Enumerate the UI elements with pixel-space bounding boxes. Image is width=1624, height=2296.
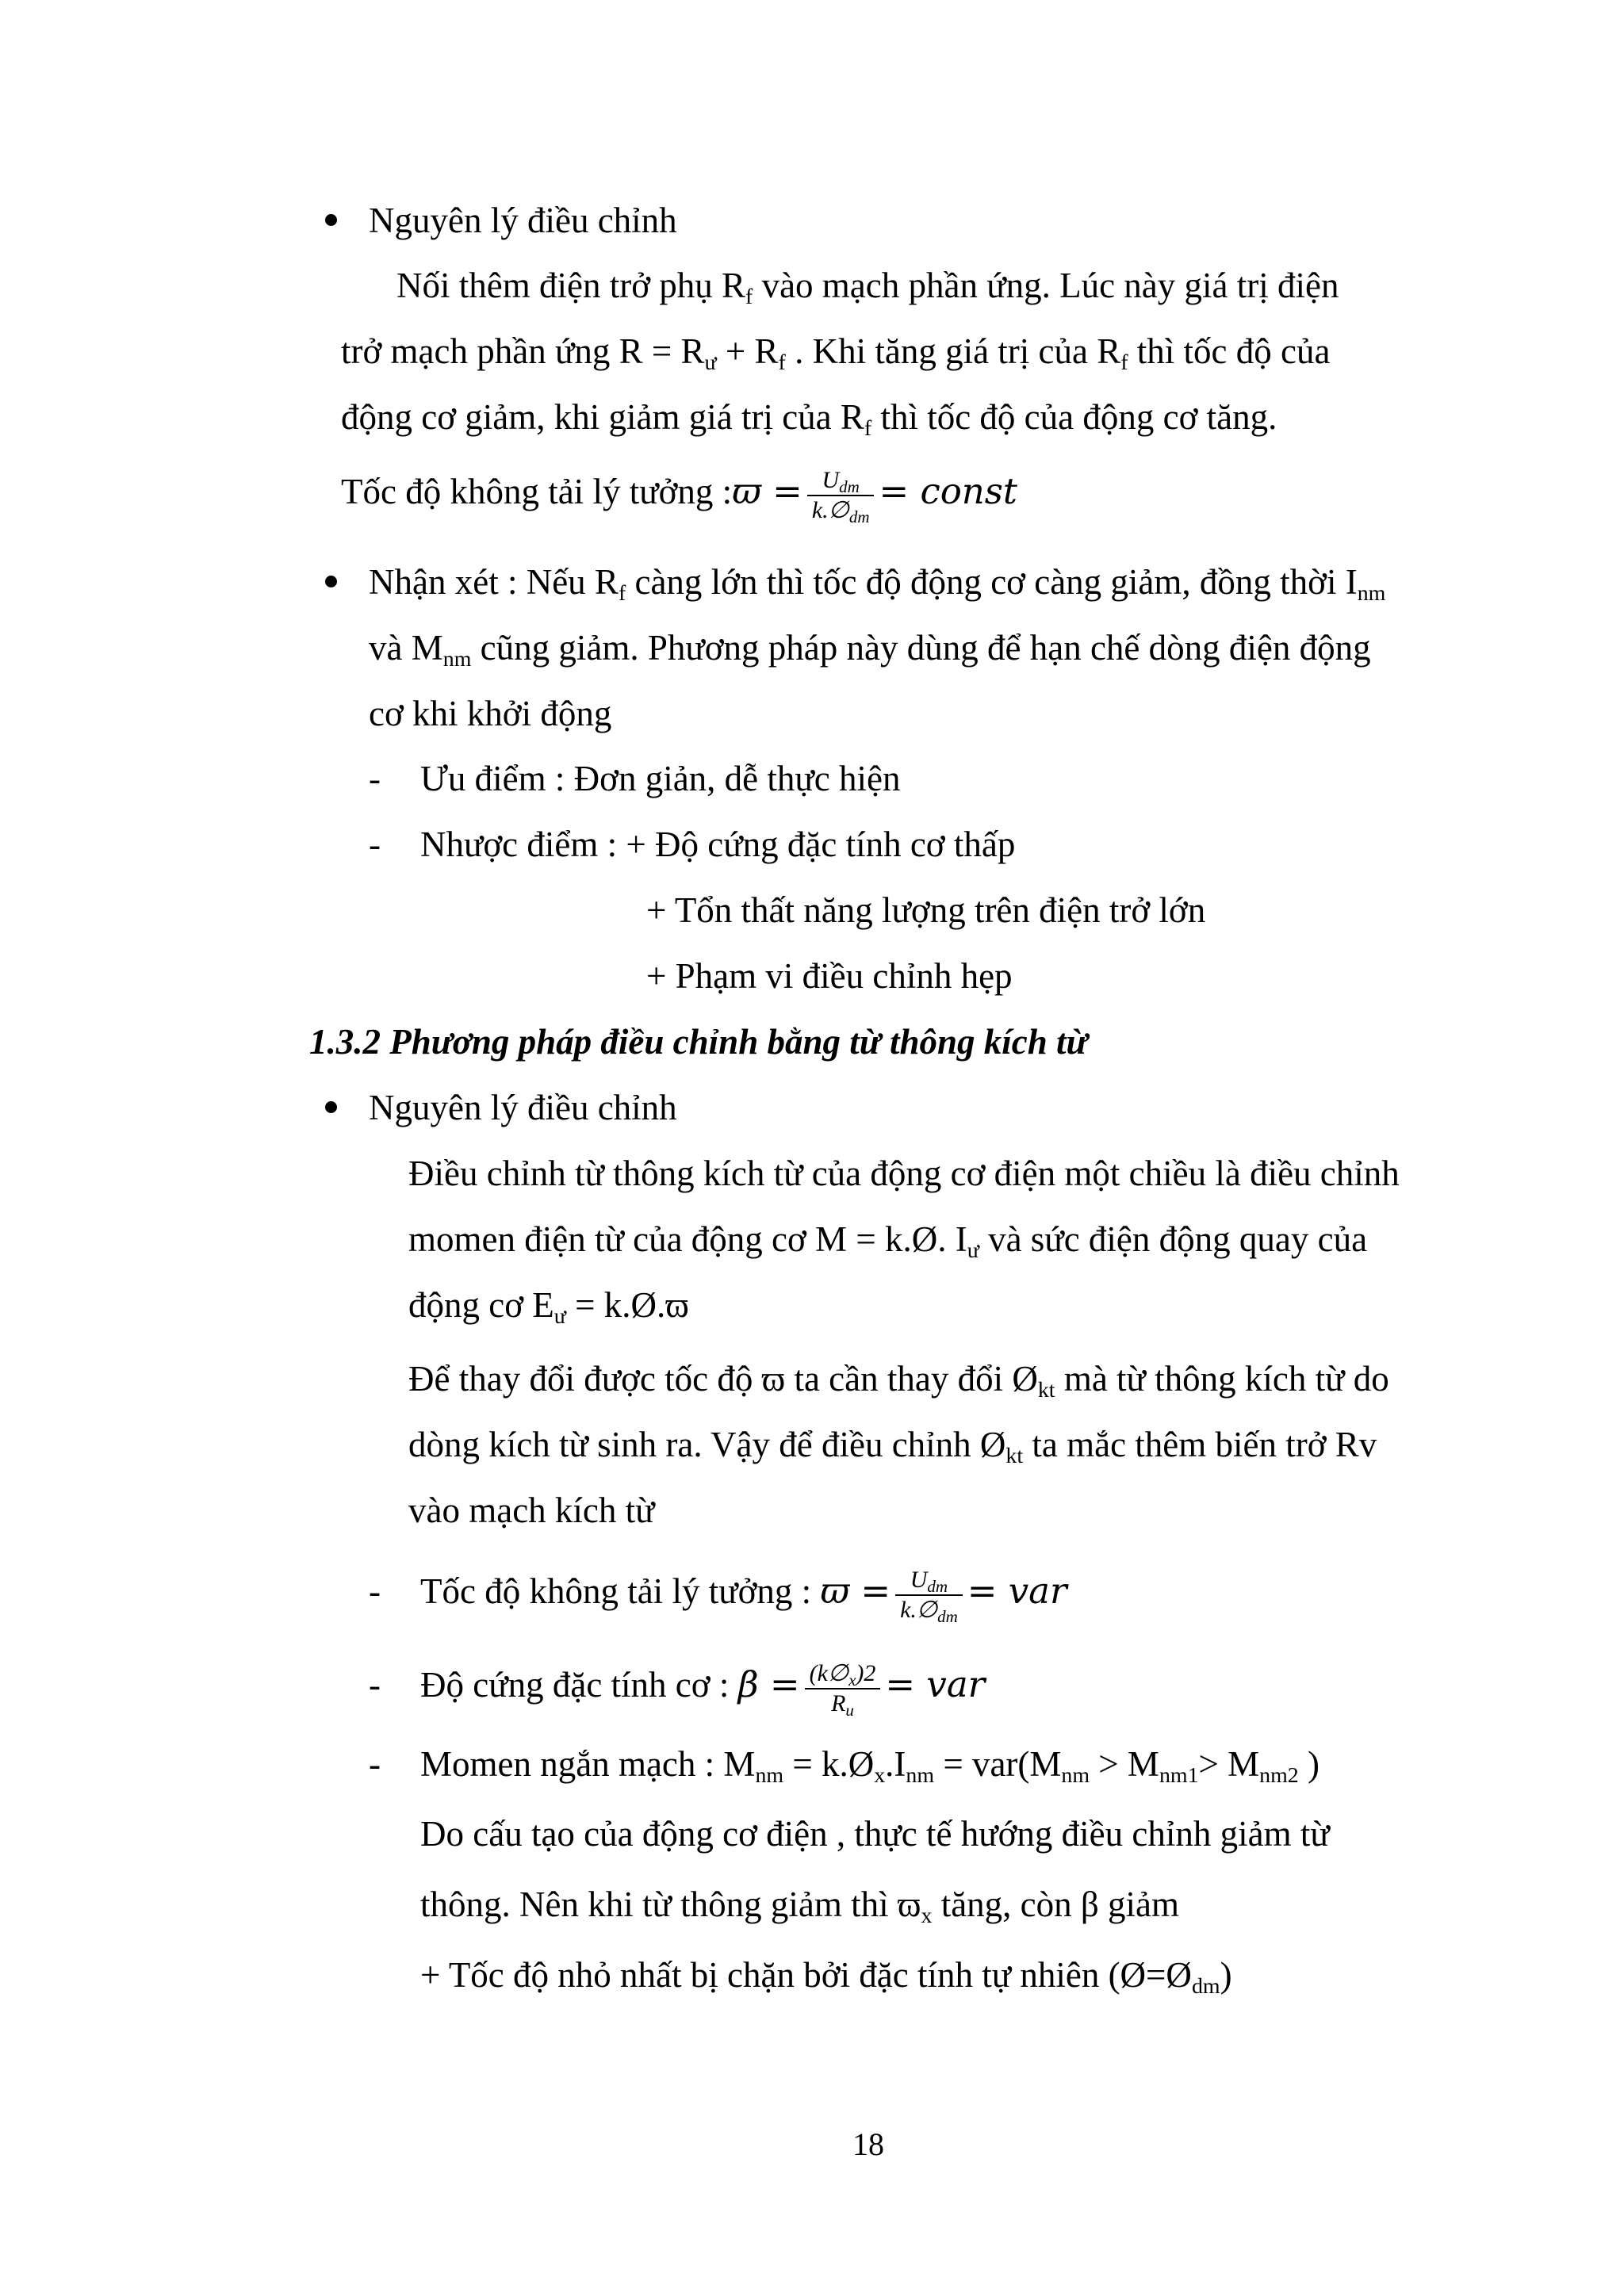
fraction: $\frac{U_{dm}}{k.\emptyset_{dm}}$ [807, 466, 875, 525]
principle-heading-1: Nguyên lý điều chỉnh [369, 201, 677, 240]
bullet-principle-1 [325, 214, 337, 226]
disadvantage-line: Nhược điểm : + Độ cứng đặc tính cơ thấp [420, 825, 1016, 864]
speed-formula-2: Tốc độ không tải lý tưởng : ϖ = $\frac{U_{dm}}{k.\emptyset_{dm}}$ = var [420, 1566, 1067, 1626]
bullet-principle-2 [325, 1101, 337, 1113]
paragraph-line: Do cấu tạo của động cơ điện , thực tế hướng điều chỉnh giảm từ [420, 1814, 1330, 1854]
dash-marker: - [369, 1744, 381, 1784]
remark-line: cơ khi khởi động [369, 694, 612, 733]
advantages-line: Ưu điểm : Đơn giản, dễ thực hiện [420, 759, 901, 798]
speed-formula-1: Tốc độ không tải lý tưởng :ϖ = $\frac{U_{dm}}{k.\emptyset_{dm}}$ = const [341, 466, 1017, 526]
fraction: $\frac{(k\emptyset_x)2}{R_u}$ [805, 1659, 881, 1718]
principle-heading-2: Nguyên lý điều chỉnh [369, 1088, 677, 1127]
dash-marker: - [369, 1571, 381, 1611]
page-number: 18 [852, 2126, 884, 2162]
dash-marker: - [369, 825, 381, 864]
bullet-remark [325, 576, 337, 587]
paragraph-line: trở mạch phần ứng $R = R_ư + R_f$ . Khi tăng giá trị của $R_f$ thì tốc độ của [341, 331, 1331, 375]
remark-line: và $M_{nm}$ cũng giảm. Phương pháp này dùng để hạn chế dòng điện động [369, 628, 1371, 672]
paragraph-line: dòng kích từ sinh ra. Vậy để điều chỉnh $Ø_{kt}$ ta mắc thêm biến trở Rv [408, 1425, 1377, 1468]
paragraph-line: vào mạch kích từ [408, 1490, 655, 1530]
section-heading: 1.3.2 Phương pháp điều chỉnh bằng từ thông kích từ [309, 1022, 1088, 1062]
fraction: $\frac{U_{dm}}{k.\emptyset_{dm}}$ [895, 1566, 963, 1624]
stiffness-formula: Độ cứng đặc tính cơ : β = $\frac{(k\emptyset_x)2}{R_u}$ = var [420, 1659, 986, 1720]
disadvantage-line: + Tổn thất năng lượng trên điện trở lớn [646, 890, 1206, 930]
paragraph-line: + Tốc độ nhỏ nhất bị chặn bởi đặc tính tự nhiên $(Ø=Ø_{dm})$ [420, 1955, 1232, 1999]
paragraph-line: thông. Nên khi từ thông giảm thì $ϖ_x$ tăng, còn β giảm [420, 1885, 1180, 1928]
dash-marker: - [369, 759, 381, 798]
remark-line: Nhận xét : Nếu $R_f$ càng lớn thì tốc độ động cơ càng giảm, đồng thời $I_{nm}$ [369, 562, 1386, 606]
short-circuit-torque-line: Momen ngắn mạch : $M_{nm}$ = $k.Ø_x.I_{nm} = var(M_{nm} > M_{nm1}> M_{nm2}$ ) [420, 1744, 1320, 1788]
disadvantage-line: + Phạm vi điều chỉnh hẹp [646, 956, 1013, 996]
dash-marker: - [369, 1665, 381, 1705]
paragraph-line: Để thay đổi được tốc độ ϖ ta cần thay đổi $Ø_{kt}$ mà từ thông kích từ do [408, 1359, 1389, 1402]
paragraph-line: Nối thêm điện trở phụ $R_f$ vào mạch phần ứng. Lúc này giá trị điện [396, 266, 1339, 309]
paragraph-line: động cơ giảm, khi giảm giá trị của $R_f$ thì tốc độ của động cơ tăng. [341, 397, 1277, 441]
paragraph-line: động cơ $E_ư$ = k.Ø.ϖ [408, 1285, 689, 1329]
paragraph-line: momen điện từ của động cơ M = k.Ø. $I_ư$ và sức điện động quay của [408, 1219, 1368, 1263]
paragraph-line: Điều chỉnh từ thông kích từ của động cơ điện một chiều là điều chỉnh [408, 1154, 1400, 1193]
